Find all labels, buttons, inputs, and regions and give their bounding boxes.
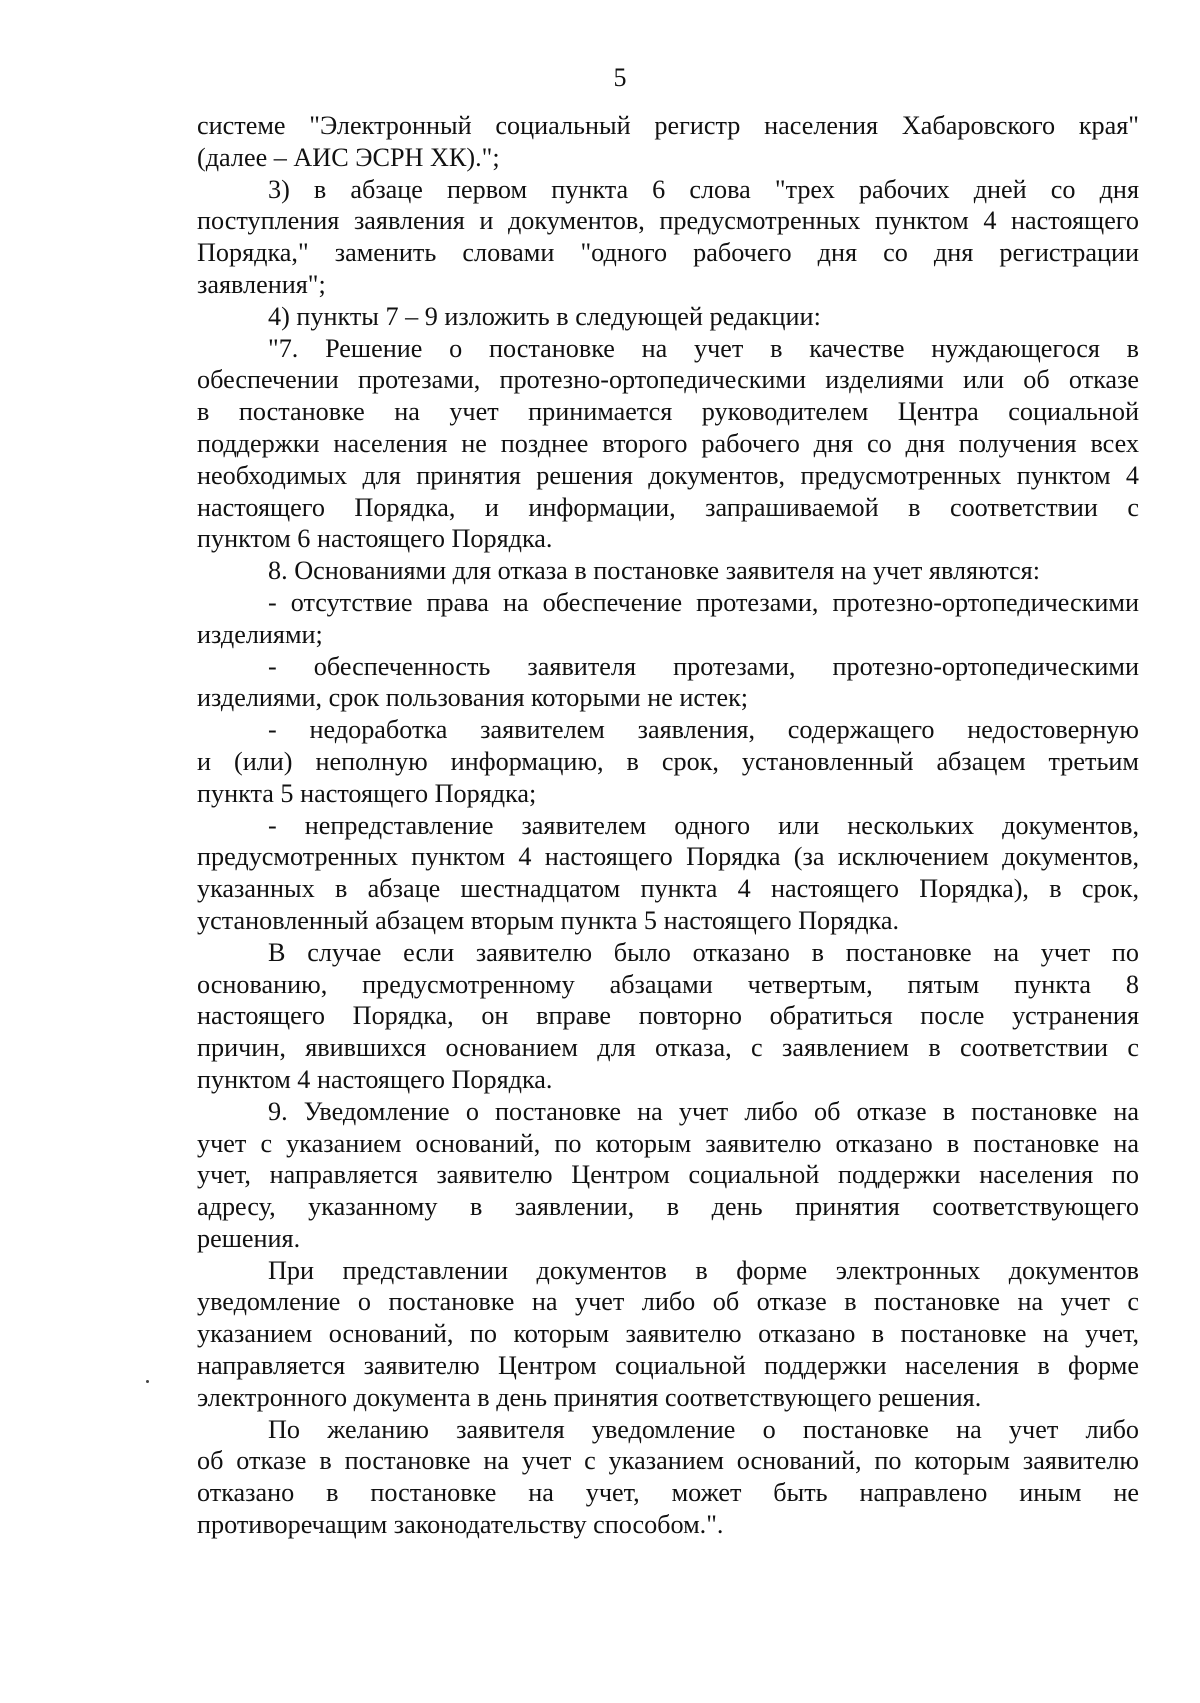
text-line: и (или) неполную информацию, в срок, установленный абзацем третьим (197, 746, 1139, 776)
text-line: пунктом 6 настоящего Порядка. (197, 524, 553, 554)
text-line: - недоработка заявителем заявления, содержащего недостоверную (268, 715, 1139, 745)
text-line: В случае если заявителю было отказано в постановке на учет по (268, 937, 1139, 967)
text-line: указанием оснований, по которым заявителю отказано в постановке на учет, (197, 1319, 1139, 1349)
text-line: 9. Уведомление о постановке на учет либо об отказе в постановке на (268, 1096, 1139, 1126)
text-line: Порядка," заменить словами "одного рабочего дня со дня регистрации (197, 238, 1139, 268)
text-line: 3) в абзаце первом пункта 6 слова "трех рабочих дней со дня (268, 174, 1139, 204)
text-line: поддержки населения не позднее второго рабочего дня со дня получения всех (197, 428, 1139, 458)
text-line: уведомление о постановке на учет либо об отказе в постановке на учет с (197, 1287, 1139, 1317)
text-line: решения. (197, 1223, 301, 1253)
text-line: изделиями; (197, 619, 323, 649)
text-line: основанию, предусмотренному абзацами четвертым, пятым пункта 8 (197, 969, 1139, 999)
text-line: направляется заявителю Центром социальной поддержки населения в форме (197, 1351, 1139, 1381)
text-line: отказано в постановке на учет, может быть направлено иным не (197, 1478, 1139, 1508)
text-line: пунктом 4 настоящего Порядка. (197, 1064, 553, 1094)
text-line: "7. Решение о постановке на учет в качестве нуждающегося в (268, 333, 1139, 363)
text-line: - обеспеченность заявителя протезами, протезно-ортопедическими (268, 651, 1139, 681)
text-line: электронного документа в день принятия соответствующего решения. (197, 1382, 982, 1412)
text-line: учет с указанием оснований, по которым заявителю отказано в постановке на (197, 1128, 1139, 1158)
text-line: изделиями, срок пользования которыми не истек; (197, 683, 749, 713)
text-line: установленный абзацем вторым пункта 5 настоящего Порядка. (197, 905, 900, 935)
scan-speck (146, 1380, 149, 1383)
text-line: указанных в абзаце шестнадцатом пункта 4 настоящего Порядка), в срок, (197, 874, 1139, 904)
text-line: об отказе в постановке на учет с указанием оснований, по которым заявителю (197, 1446, 1139, 1476)
page-number: 5 (613, 63, 627, 92)
text-line: поступления заявления и документов, предусмотренных пунктом 4 настоящего (197, 206, 1139, 236)
text-line: настоящего Порядка, он вправе повторно обратиться после устранения (197, 1001, 1139, 1031)
text-line: учет, направляется заявителю Центром социальной поддержки населения по (197, 1160, 1139, 1190)
document-body (197, 110, 1139, 1541)
text-line: необходимых для принятия решения документов, предусмотренных пунктом 4 (197, 460, 1139, 490)
text-line: обеспечении протезами, протезно-ортопедическими изделиями или об отказе (197, 365, 1139, 395)
text-line: в постановке на учет принимается руководителем Центра социальной (197, 397, 1139, 427)
text-line: - отсутствие права на обеспечение протезами, протезно-ортопедическими (268, 587, 1139, 617)
text-line: - непредставление заявителем одного или нескольких документов, (268, 810, 1139, 840)
text-line: пункта 5 настоящего Порядка; (197, 778, 537, 808)
text-line: противоречащим законодательству способом.". (197, 1510, 724, 1540)
text-line: (далее – АИС ЭСРН ХК)."; (197, 142, 500, 172)
text-line: По желанию заявителя уведомление о постановке на учет либо (268, 1414, 1139, 1444)
text-line: предусмотренных пунктом 4 настоящего Порядка (за исключением документов, (197, 842, 1139, 872)
text-line: заявления"; (197, 269, 326, 299)
text-line: настоящего Порядка, и информации, запрашиваемой в соответствии с (197, 492, 1139, 522)
text-line: При представлении документов в форме электронных документов (268, 1255, 1139, 1285)
text-line: системе "Электронный социальный регистр населения Хабаровского края" (197, 111, 1139, 140)
text-line: причин, явившихся основанием для отказа, с заявлением в соответствии с (197, 1033, 1139, 1063)
text-line: 4) пункты 7 – 9 изложить в следующей редакции: (268, 301, 821, 331)
text-line: адресу, указанному в заявлении, в день принятия соответствующего (197, 1192, 1139, 1222)
text-line: 8. Основаниями для отказа в постановке заявителя на учет являются: (268, 556, 1041, 586)
